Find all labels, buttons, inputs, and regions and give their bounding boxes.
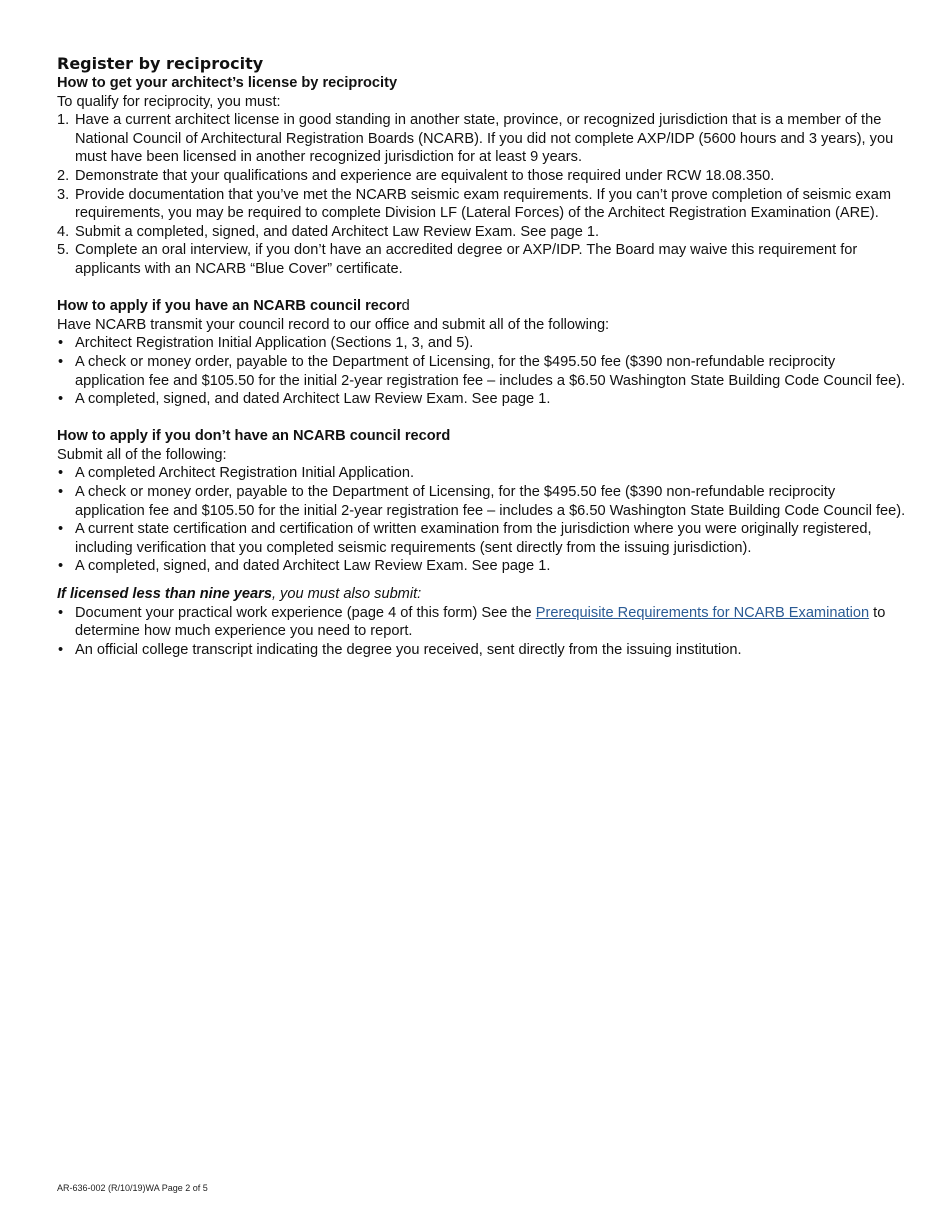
list-item bbox=[57, 390, 907, 409]
bullet-icon: • bbox=[58, 465, 64, 482]
list-item-text: A check or money order, payable to the Department of Licensing, for the $495.50 fee ($390 non-refundable reciprocity application fee and $105.50 for the initial 2-year registration fee – includes a $6.50 Washington State Building Code Council fee). bbox=[75, 353, 906, 389]
heading-bold-part: If licensed less than nine years bbox=[57, 586, 272, 603]
list-item bbox=[57, 464, 907, 483]
heading-tail: d bbox=[401, 298, 410, 315]
list-number: 5. bbox=[57, 242, 70, 259]
list-item bbox=[57, 167, 907, 186]
list-item bbox=[57, 111, 907, 167]
list-item-text: An official college transcript indicating the degree you received, sent directly from the issuing institution. bbox=[75, 641, 742, 658]
heading-rest: , you must also submit: bbox=[271, 586, 422, 603]
section-with-ncarb-record bbox=[57, 297, 907, 409]
list-number: 3. bbox=[57, 186, 70, 203]
requirements-list bbox=[57, 111, 907, 278]
list-item-text-after-link: to determine how much experience you need to report. bbox=[75, 604, 886, 640]
bullet-icon: • bbox=[58, 391, 64, 408]
list-item bbox=[57, 641, 907, 660]
bullet-icon: • bbox=[58, 335, 64, 352]
additional-requirements-list bbox=[57, 604, 907, 660]
bullet-icon: • bbox=[58, 558, 64, 575]
section-heading-without-record: How to apply if you don’t have an NCARB council record bbox=[57, 428, 451, 445]
list-item bbox=[57, 353, 907, 390]
section-heading-less-than-nine-years bbox=[57, 585, 907, 604]
list-item-text: A current state certification and certification of written examination from the jurisdiction where you were originally registered, including verification that you completed seismic requirements (sent directly from the issuing jurisdiction). bbox=[75, 521, 872, 556]
section-intro-reciprocity: To qualify for reciprocity, you must: bbox=[57, 93, 281, 110]
list-item bbox=[57, 483, 907, 520]
list-item bbox=[57, 520, 907, 557]
list-item-text-before-link: Document your practical work experience (page 4 of this form) See the bbox=[75, 604, 536, 621]
list-item-text: Complete an oral interview, if you don’t have an accredited degree or AXP/IDP. The Board may waive this requirement for applicants with an NCARB “Blue Cover” certificate. bbox=[75, 242, 858, 277]
bullet-icon: • bbox=[58, 353, 64, 370]
section-without-ncarb-record bbox=[57, 427, 907, 576]
section-less-than-nine-years bbox=[57, 585, 907, 659]
page-title: Register by reciprocity bbox=[57, 54, 264, 73]
prerequisite-requirements-link[interactable]: Prerequisite Requirements for NCARB Examination bbox=[535, 604, 870, 621]
bullet-icon: • bbox=[58, 641, 64, 658]
list-item bbox=[57, 186, 907, 223]
list-item-text: Have a current architect license in good standing in another state, province, or recognized jurisdiction that is a member of the National Council of Architectural Registration Boards (NCARB). If you did not complete AXP/IDP (5600 hours and 3 years), you must have been licensed in another recognized jurisdiction for at least 9 years. bbox=[75, 112, 894, 166]
list-number: 4. bbox=[57, 223, 70, 240]
bullet-icon: • bbox=[58, 521, 64, 538]
list-item-text: Submit a completed, signed, and dated Architect Law Review Exam. See page 1. bbox=[75, 223, 600, 240]
list-item bbox=[57, 557, 907, 576]
list-item bbox=[57, 604, 907, 641]
list-item bbox=[57, 241, 907, 278]
page-footer: AR-636-002 (R/10/19)WA Page 2 of 5 bbox=[57, 1183, 208, 1193]
list-item-text: Architect Registration Initial Application (Sections 1, 3, and 5). bbox=[75, 335, 474, 352]
section-heading-with-record bbox=[57, 297, 907, 316]
list-item bbox=[57, 223, 907, 242]
section-heading-reciprocity: How to get your architect’s license by reciprocity bbox=[57, 75, 398, 91]
section-intro-with-record: Have NCARB transmit your council record to our office and submit all of the following: bbox=[57, 316, 610, 333]
list-item bbox=[57, 334, 907, 353]
list-item-text: A completed, signed, and dated Architect Law Review Exam. See page 1. bbox=[75, 558, 551, 575]
document-page bbox=[57, 54, 907, 659]
list-number: 1. bbox=[57, 112, 70, 129]
list-number: 2. bbox=[57, 167, 70, 184]
list-item-text: Demonstrate that your qualifications and experience are equivalent to those required under RCW 18.08.350. bbox=[75, 167, 775, 184]
without-record-list bbox=[57, 464, 907, 576]
heading-bold-part: How to apply if you have an NCARB council recor bbox=[57, 298, 402, 315]
section-reciprocity-requirements bbox=[57, 74, 907, 279]
bullet-icon: • bbox=[58, 604, 64, 621]
with-record-list bbox=[57, 334, 907, 408]
list-item-text: A check or money order, payable to the Department of Licensing, for the $495.50 fee ($390 non-refundable reciprocity application fee and $105.50 for the initial 2-year registration fee – includes a $6.50 Washington State Building Code Council fee). bbox=[75, 484, 906, 519]
bullet-icon: • bbox=[58, 484, 64, 501]
list-item-text: Provide documentation that you’ve met the NCARB seismic exam requirements. If you can’t prove completion of seismic exam requirements, you may be required to complete Division LF (Lateral Forces) of the Architect Registration Examination (ARE). bbox=[75, 186, 891, 222]
section-intro-without-record: Submit all of the following: bbox=[57, 446, 227, 463]
list-item-text: A completed, signed, and dated Architect Law Review Exam. See page 1. bbox=[75, 391, 551, 408]
list-item-text: A completed Architect Registration Initial Application. bbox=[75, 465, 415, 482]
